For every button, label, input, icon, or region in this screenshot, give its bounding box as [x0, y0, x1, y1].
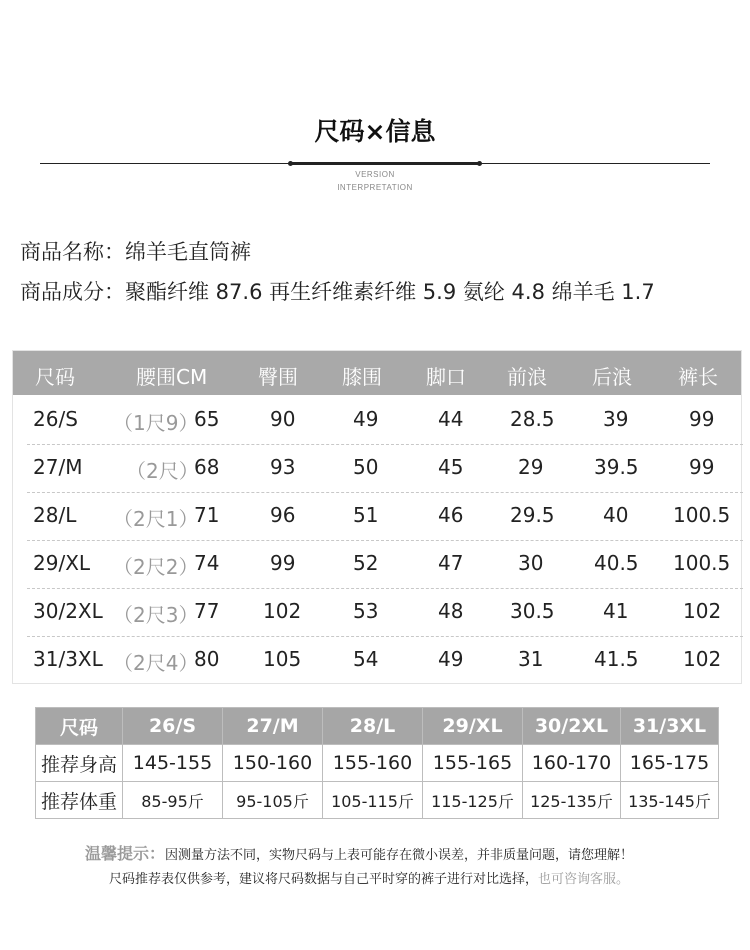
table-row	[13, 541, 741, 589]
table-row	[13, 397, 741, 445]
table-row	[13, 493, 741, 541]
cell-waist: 77	[194, 599, 220, 623]
cell-size: 26/S	[33, 407, 78, 431]
cell-waist: 74	[194, 551, 220, 575]
recommend-size: 29/XL	[423, 708, 523, 745]
cell-hip: 102	[263, 599, 302, 623]
header-waist: 腰围CM	[136, 365, 208, 389]
cell-hem: 49	[438, 647, 464, 671]
cell-size: 30/2XL	[33, 599, 103, 623]
cell-hem: 45	[438, 455, 464, 479]
recommend-height: 165-175	[621, 745, 719, 782]
table-row	[13, 589, 741, 637]
header-front-rise: 前浪	[507, 365, 547, 389]
cell-knee: 49	[353, 407, 379, 431]
cell-hem: 47	[438, 551, 464, 575]
header-back-rise: 后浪	[592, 365, 632, 389]
tip-text-2-grey: 也可咨询客服。	[538, 872, 630, 887]
cell-length: 102	[683, 599, 722, 623]
cell-front-rise: 31	[518, 647, 544, 671]
cell-hip: 93	[270, 455, 296, 479]
recommend-height: 160-170	[523, 745, 621, 782]
recommend-weight: 105-115斤	[323, 782, 423, 819]
size-table	[12, 350, 742, 684]
cell-waist: 65	[194, 407, 220, 431]
cell-length: 99	[689, 455, 715, 479]
recommend-weight: 85-95斤	[123, 782, 223, 819]
cell-waist-ref: （2尺2）	[113, 555, 199, 579]
cell-knee: 51	[353, 503, 379, 527]
header-size: 尺码	[35, 365, 75, 389]
cell-size: 27/M	[33, 455, 83, 479]
cell-length: 102	[683, 647, 722, 671]
recommend-size: 28/L	[323, 708, 423, 745]
cell-size: 29/XL	[33, 551, 91, 575]
tip-text-2: 尺码推荐表仅供参考，建议将尺码数据与自己平时穿的裤子进行对比选择，	[109, 872, 539, 887]
cell-waist-ref: （2尺4）	[113, 651, 199, 675]
size-table-header	[13, 351, 741, 395]
title-divider-dot-right	[477, 161, 482, 166]
cell-knee: 52	[353, 551, 379, 575]
table-row	[13, 445, 741, 493]
product-composition: 商品成分：聚酯纤维 87.6 再生纤维素纤维 5.9 氨纶 4.8 绵羊毛 1.7	[20, 280, 655, 304]
tip-text-1: 因测量方法不同，实物尺码与上表可能存在微小误差，并非质量问题，请您理解！	[165, 848, 634, 863]
cell-knee: 53	[353, 599, 379, 623]
recommend-header-label: 尺码	[36, 708, 123, 745]
recommend-height: 155-160	[323, 745, 423, 782]
recommend-size: 30/2XL	[523, 708, 621, 745]
title-divider-accent	[290, 162, 480, 165]
cell-hem: 48	[438, 599, 464, 623]
recommend-weight: 95-105斤	[223, 782, 323, 819]
cell-back-rise: 41	[603, 599, 629, 623]
header-hip: 臀围	[258, 365, 298, 389]
cell-back-rise: 41.5	[594, 647, 639, 671]
table-row	[13, 637, 741, 685]
recommend-header-row	[36, 708, 719, 745]
cell-front-rise: 29	[518, 455, 544, 479]
recommend-height-label: 推荐身高	[36, 745, 123, 782]
cell-back-rise: 39	[603, 407, 629, 431]
cell-back-rise: 40.5	[594, 551, 639, 575]
recommend-weight-label: 推荐体重	[36, 782, 123, 819]
cell-hem: 44	[438, 407, 464, 431]
recommend-table	[35, 707, 719, 819]
recommend-size: 26/S	[123, 708, 223, 745]
title-divider-dot-left	[288, 161, 293, 166]
cell-waist-ref: （2尺3）	[113, 603, 199, 627]
cell-back-rise: 39.5	[594, 455, 639, 479]
recommend-weight: 115-125斤	[423, 782, 523, 819]
recommend-weight-row	[36, 782, 719, 819]
product-name: 商品名称：绵羊毛直筒裤	[20, 240, 251, 264]
header-knee: 膝围	[342, 365, 382, 389]
recommend-height: 155-165	[423, 745, 523, 782]
recommend-height: 150-160	[223, 745, 323, 782]
cell-knee: 54	[353, 647, 379, 671]
recommend-weight: 125-135斤	[523, 782, 621, 819]
header-length: 裤长	[678, 365, 718, 389]
header-hem: 脚口	[426, 365, 466, 389]
cell-size: 28/L	[33, 503, 77, 527]
cell-knee: 50	[353, 455, 379, 479]
cell-hip: 105	[263, 647, 302, 671]
recommend-height: 145-155	[123, 745, 223, 782]
recommend-weight: 135-145斤	[621, 782, 719, 819]
subtitle-version: VERSION	[355, 170, 395, 179]
cell-hip: 90	[270, 407, 296, 431]
cell-size: 31/3XL	[33, 647, 103, 671]
cell-waist-ref: （2尺）	[126, 459, 199, 483]
cell-hem: 46	[438, 503, 464, 527]
recommend-size: 27/M	[223, 708, 323, 745]
tip-line-2	[109, 868, 629, 887]
page-title: 尺码×信息	[314, 117, 436, 146]
cell-length: 100.5	[673, 551, 731, 575]
cell-front-rise: 30	[518, 551, 544, 575]
cell-waist-ref: （2尺1）	[113, 507, 199, 531]
cell-waist-ref: （1尺9）	[113, 411, 199, 435]
cell-front-rise: 29.5	[510, 503, 555, 527]
tip-label: 温馨提示：	[85, 844, 166, 863]
cell-back-rise: 40	[603, 503, 629, 527]
cell-waist: 80	[194, 647, 220, 671]
cell-hip: 99	[270, 551, 296, 575]
cell-front-rise: 30.5	[510, 599, 555, 623]
tip-line-1	[85, 841, 633, 864]
subtitle-interpretation: INTERPRETATION	[337, 183, 413, 192]
cell-length: 99	[689, 407, 715, 431]
recommend-height-row	[36, 745, 719, 782]
cell-waist: 71	[194, 503, 220, 527]
cell-waist: 68	[194, 455, 220, 479]
cell-length: 100.5	[673, 503, 731, 527]
cell-hip: 96	[270, 503, 296, 527]
cell-front-rise: 28.5	[510, 407, 555, 431]
recommend-size: 31/3XL	[621, 708, 719, 745]
